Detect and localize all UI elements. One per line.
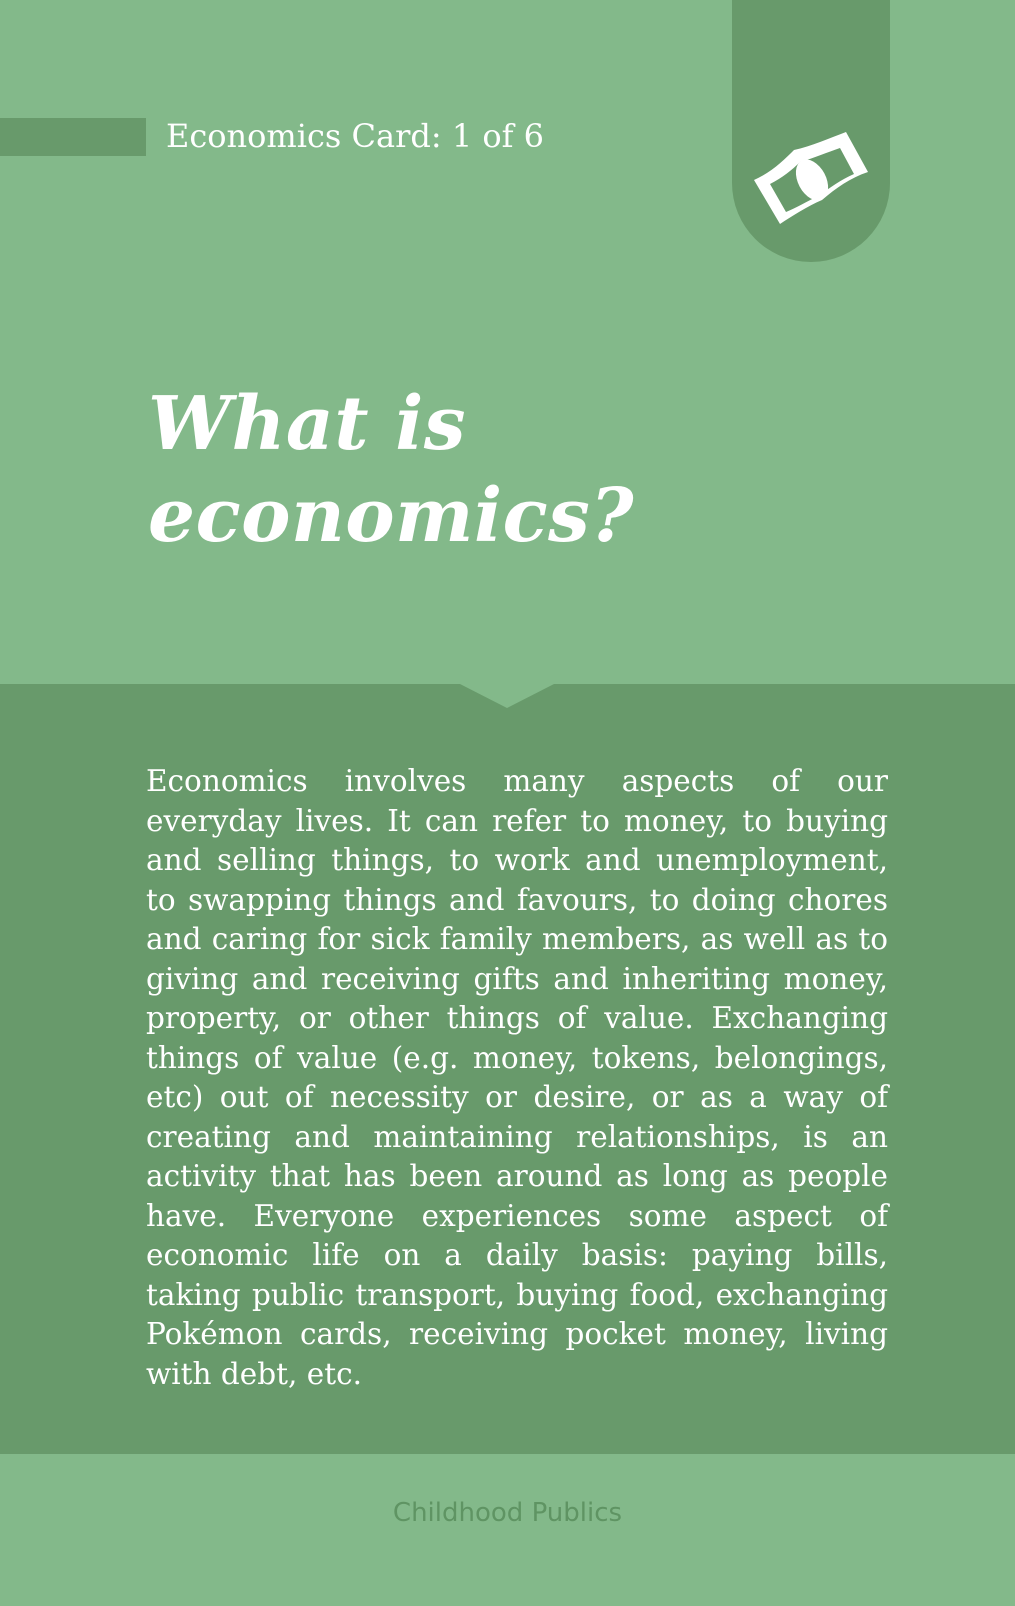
panel-notch [460, 684, 554, 708]
footer-publisher: Childhood Publics [392, 1498, 623, 1528]
card-body-text: Economics involves many aspects of our everyday lives. It can refer to money, to buying and selling things, to work and unemployment, to swapping things and favours, to doing chores and caring for sick family members, as well as to giving and receiving gifts and inheriting money, property, or other things of value. Exchanging things of value (e.g. money, tokens, belongings, etc) out of necessity or desire, or as a way of creating and maintaining relationships, is an activity that has been around as long as people have. Everyone experiences some aspect of economic life on a daily basis: paying bills, taking public transport, buying food, exchanging Pokémon cards, receiving pocket money, living with debt, etc. [146, 764, 888, 1391]
label-accent-bar [0, 118, 146, 156]
money-bill-icon [750, 120, 874, 240]
card-label: Economics Card: 1 of 6 [166, 117, 544, 155]
card-title [148, 378, 634, 562]
card-title-line2: economics? [148, 473, 635, 559]
card-title-line1: What is [148, 381, 467, 467]
